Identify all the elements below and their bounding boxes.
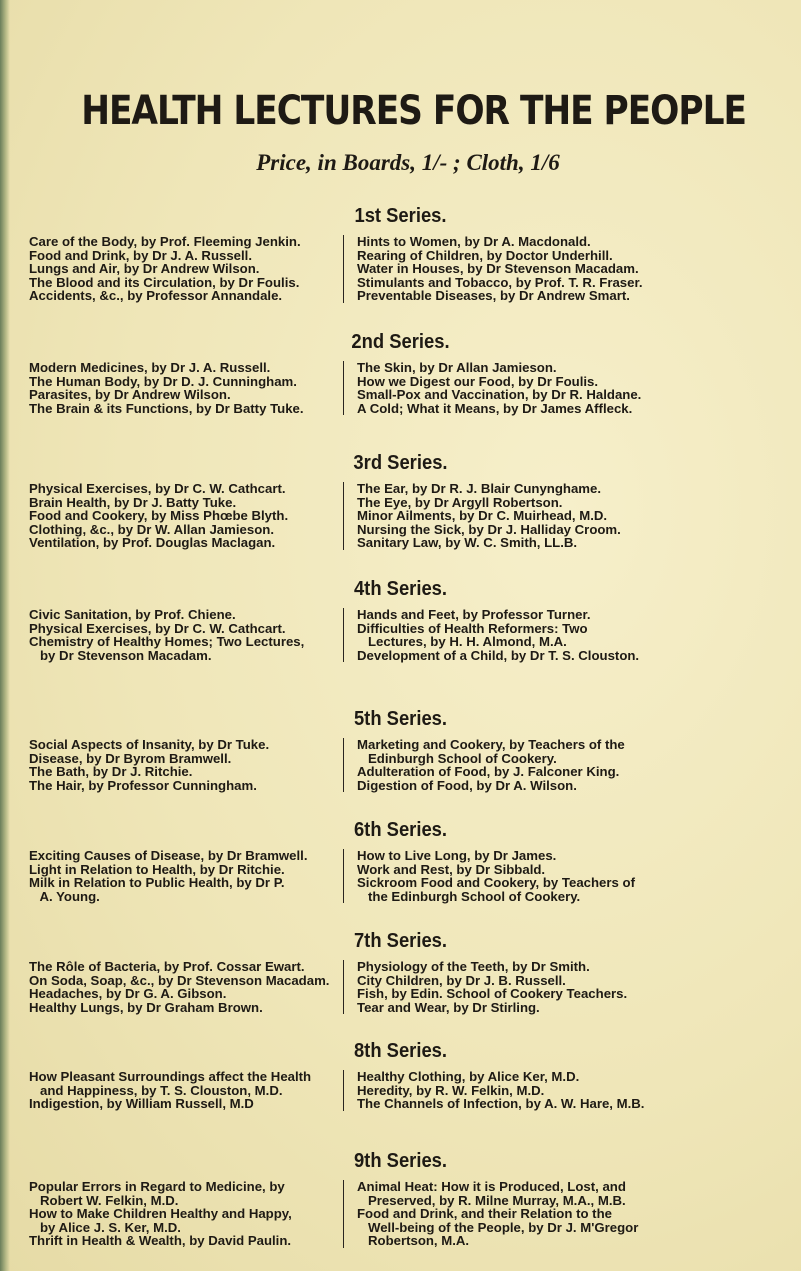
lecture-column-right	[343, 608, 797, 662]
lecture-entry: Fish, by Edin. School of Cookery Teachers.	[357, 986, 628, 1002]
lecture-entry: Robert W. Felkin, M.D.	[29, 1192, 179, 1208]
series-heading: 5th Series.	[353, 708, 448, 730]
lecture-entry: On Soda, Soap, &c., by Dr Stevenson Macadam.	[29, 972, 330, 988]
series-heading: 3rd Series.	[353, 452, 448, 474]
lecture-column-left	[29, 361, 339, 415]
lecture-entry: Light in Relation to Health, by Dr Ritchie.	[29, 861, 285, 877]
lecture-entry: Lectures, by H. H. Almond, M.A.	[357, 634, 567, 650]
series-columns	[0, 738, 801, 808]
lecture-entry: Parasites, by Dr Andrew Wilson.	[29, 387, 231, 403]
lecture-column-left	[29, 608, 339, 662]
lecture-column-left	[29, 849, 339, 903]
lecture-entry: Sickroom Food and Cookery, by Teachers of	[357, 875, 635, 891]
lecture-column-left	[29, 1070, 339, 1111]
series-block	[0, 819, 801, 919]
lecture-entry: Physical Exercises, by Dr C. W. Cathcart.	[29, 620, 286, 636]
lecture-entry: The Skin, by Dr Allan Jamieson.	[357, 360, 557, 375]
lecture-entry: Tear and Wear, by Dr Stirling.	[357, 999, 540, 1015]
lecture-entry: Food and Cookery, by Miss Phœbe Blyth.	[29, 508, 289, 524]
lecture-entry: by Dr Stevenson Macadam.	[29, 647, 212, 663]
series-columns	[0, 849, 801, 919]
series-heading: 8th Series.	[353, 1040, 448, 1062]
lecture-entry: the Edinburgh School of Cookery.	[357, 888, 581, 904]
series-columns	[0, 960, 801, 1030]
series-columns	[0, 1180, 801, 1250]
series-block	[0, 205, 801, 305]
lecture-entry: Nursing the Sick, by Dr J. Halliday Croom.	[357, 521, 621, 537]
lecture-entry: Social Aspects of Insanity, by Dr Tuke.	[29, 737, 270, 752]
series-heading: 2nd Series.	[351, 331, 450, 353]
lecture-entry: Small-Pox and Vaccination, by Dr R. Haldane.	[357, 387, 642, 403]
lecture-entry: The Hair, by Professor Cunningham.	[29, 777, 257, 793]
series-columns	[0, 361, 801, 431]
lecture-entry: Popular Errors in Regard to Medicine, by	[29, 1179, 285, 1194]
lecture-entry: Edinburgh School of Cookery.	[357, 750, 557, 766]
lecture-entry: Minor Ailments, by Dr C. Muirhead, M.D.	[357, 508, 608, 524]
lecture-entry: Thrift in Health & Wealth, by David Paulin.	[29, 1233, 292, 1249]
lecture-entry: The Bath, by Dr J. Ritchie.	[29, 764, 193, 780]
series-block	[0, 331, 801, 431]
lecture-entry: Lungs and Air, by Dr Andrew Wilson.	[29, 261, 260, 277]
lecture-column-right	[343, 361, 797, 415]
lecture-entry: Water in Houses, by Dr Stevenson Macadam.	[357, 261, 639, 277]
lecture-entry: Digestion of Food, by Dr A. Wilson.	[357, 777, 577, 793]
lecture-column-right	[343, 235, 797, 303]
lecture-entry: Hints to Women, by Dr A. Macdonald.	[357, 234, 591, 249]
lecture-entry: Physical Exercises, by Dr C. W. Cathcart.	[29, 481, 286, 496]
lecture-entry: Work and Rest, by Dr Sibbald.	[357, 861, 546, 877]
lecture-entry: How Pleasant Surroundings affect the Health	[29, 1069, 312, 1084]
lecture-entry: Care of the Body, by Prof. Fleeming Jenkin.	[29, 234, 301, 249]
lecture-entry: Clothing, &c., by Dr W. Allan Jamieson.	[29, 521, 274, 537]
series-heading: 4th Series.	[353, 578, 448, 600]
lecture-entry: Indigestion, by William Russell, M.D	[29, 1096, 254, 1112]
lecture-entry: Food and Drink, and their Relation to the	[357, 1206, 612, 1222]
lecture-entry: Chemistry of Healthy Homes; Two Lectures,	[29, 634, 305, 650]
series-heading: 7th Series.	[353, 930, 448, 952]
lecture-column-left	[29, 960, 339, 1014]
lecture-entry: Difficulties of Health Reformers: Two	[357, 620, 588, 636]
lecture-entry: Sanitary Law, by W. C. Smith, LL.B.	[357, 535, 578, 551]
lecture-entry: Exciting Causes of Disease, by Dr Bramwell.	[29, 848, 308, 863]
lecture-column-right	[343, 482, 797, 550]
lecture-entry: A. Young.	[29, 888, 100, 904]
lecture-entry: City Children, by Dr J. B. Russell.	[357, 972, 566, 988]
page-title: HEALTH LECTURES FOR THE PEOPLE	[81, 88, 746, 134]
lecture-entry: Heredity, by R. W. Felkin, M.D.	[357, 1082, 545, 1098]
lecture-column-right	[343, 960, 797, 1014]
lecture-entry: Milk in Relation to Public Health, by Dr P.	[29, 875, 285, 891]
lecture-entry: Healthy Lungs, by Dr Graham Brown.	[29, 999, 263, 1015]
price-subtitle: Price, in Boards, 1/- ; Cloth, 1/6	[256, 150, 560, 175]
lecture-entry: The Human Body, by Dr D. J. Cunningham.	[29, 373, 297, 389]
lecture-entry: Modern Medicines, by Dr J. A. Russell.	[29, 360, 271, 375]
lecture-column-right	[343, 1180, 797, 1248]
lecture-entry: Ventilation, by Prof. Douglas Maclagan.	[29, 535, 276, 551]
series-block	[0, 578, 801, 678]
lecture-entry: Food and Drink, by Dr J. A. Russell.	[29, 247, 253, 263]
lecture-entry: The Blood and its Circulation, by Dr Foulis.	[29, 274, 300, 290]
series-heading: 9th Series.	[353, 1150, 448, 1172]
lecture-entry: Healthy Clothing, by Alice Ker, M.D.	[357, 1069, 580, 1084]
series-columns	[0, 1070, 801, 1140]
series-block	[0, 1150, 801, 1250]
lecture-entry: Robertson, M.A.	[357, 1233, 470, 1249]
lecture-entry: Animal Heat: How it is Produced, Lost, and	[357, 1179, 626, 1194]
series-block	[0, 708, 801, 808]
lecture-entry: Well-being of the People, by Dr J. M'Gregor	[357, 1219, 639, 1235]
lecture-entry: Marketing and Cookery, by Teachers of the	[357, 737, 625, 752]
lecture-entry: Preserved, by R. Milne Murray, M.A., M.B.	[357, 1192, 626, 1208]
series-block	[0, 452, 801, 552]
series-block	[0, 1040, 801, 1140]
lecture-entry: by Alice J. S. Ker, M.D.	[29, 1219, 181, 1235]
series-columns	[0, 235, 801, 305]
lecture-column-left	[29, 1180, 339, 1248]
lecture-entry: How to Live Long, by Dr James.	[357, 848, 557, 863]
lecture-entry: Rearing of Children, by Doctor Underhill.	[357, 247, 613, 263]
lecture-entry: The Eye, by Dr Argyll Robertson.	[357, 494, 563, 510]
series-heading: 1st Series.	[354, 205, 447, 227]
lecture-column-right	[343, 738, 797, 792]
lecture-entry: Disease, by Dr Byrom Bramwell.	[29, 750, 232, 766]
lecture-column-right	[343, 1070, 797, 1111]
lecture-entry: Development of a Child, by Dr T. S. Clouston.	[357, 647, 640, 663]
lecture-entry: Hands and Feet, by Professor Turner.	[357, 607, 591, 622]
lecture-entry: The Ear, by Dr R. J. Blair Cunynghame.	[357, 481, 602, 496]
lecture-column-left	[29, 235, 339, 303]
lecture-entry: Brain Health, by Dr J. Batty Tuke.	[29, 494, 237, 510]
lecture-entry: Accidents, &c., by Professor Annandale.	[29, 288, 283, 304]
series-block	[0, 930, 801, 1030]
lecture-entry: Civic Sanitation, by Prof. Chiene.	[29, 607, 236, 622]
lecture-entry: Preventable Diseases, by Dr Andrew Smart.	[357, 288, 630, 304]
lecture-entry: How we Digest our Food, by Dr Foulis.	[357, 373, 599, 389]
lecture-column-left	[29, 482, 339, 550]
lecture-entry: The Rôle of Bacteria, by Prof. Cossar Ewart.	[29, 959, 305, 974]
lecture-entry: The Brain & its Functions, by Dr Batty Tuke.	[29, 400, 304, 416]
lecture-entry: and Happiness, by T. S. Clouston, M.D.	[29, 1082, 283, 1098]
series-columns	[0, 482, 801, 552]
lecture-entry: Physiology of the Teeth, by Dr Smith.	[357, 959, 590, 974]
lecture-entry: Headaches, by Dr G. A. Gibson.	[29, 986, 227, 1002]
lecture-entry: A Cold; What it Means, by Dr James Affleck.	[357, 400, 633, 416]
lecture-entry: Stimulants and Tobacco, by Prof. T. R. Fraser.	[357, 274, 643, 290]
lecture-column-right	[343, 849, 797, 903]
series-heading: 6th Series.	[353, 819, 448, 841]
lecture-entry: Adulteration of Food, by J. Falconer King.	[357, 764, 620, 780]
series-columns	[0, 608, 801, 678]
lecture-column-left	[29, 738, 339, 792]
lecture-entry: How to Make Children Healthy and Happy,	[29, 1206, 292, 1222]
lecture-entry: The Channels of Infection, by A. W. Hare, M.B.	[357, 1096, 645, 1112]
